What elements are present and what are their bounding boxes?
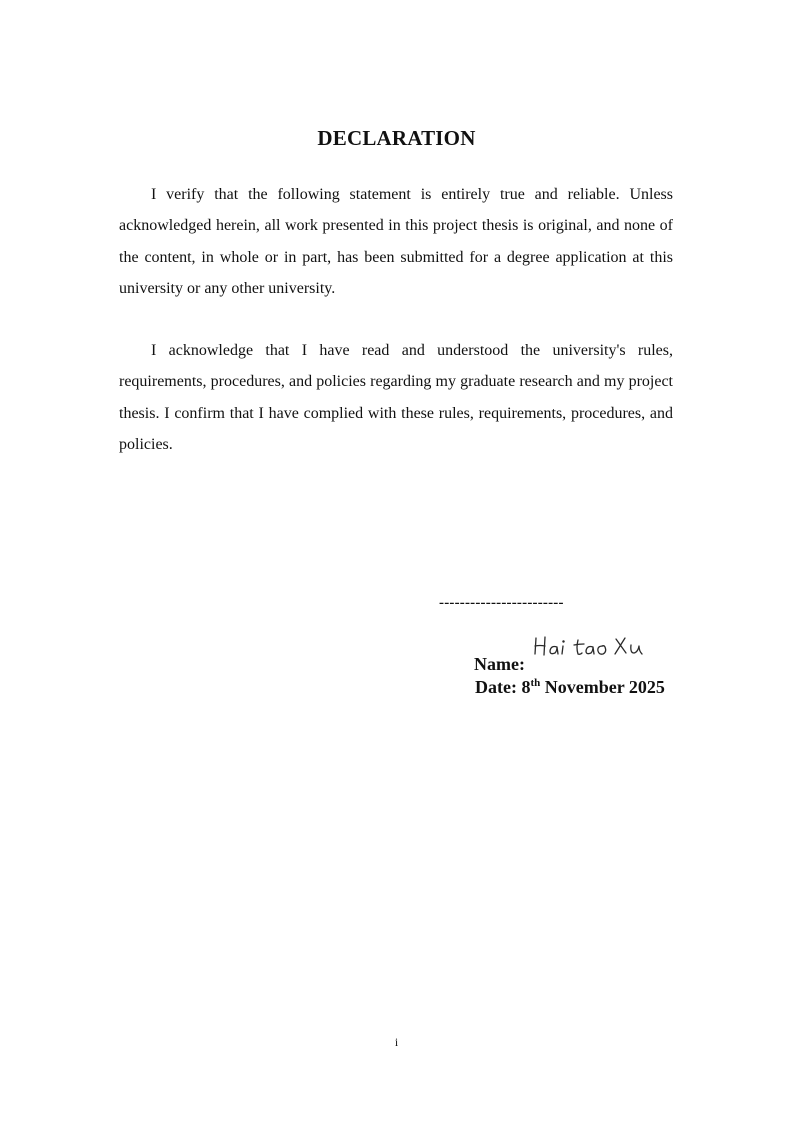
signature-line: ------------------------ [439,595,564,611]
page-title: DECLARATION [317,126,476,150]
date-month-year: November 2025 [540,677,665,697]
name-row [474,632,645,674]
declaration-paragraph-2: I acknowledge that I have read and understood the university's rules, requirements, procedures, and policies regarding my graduate research and my project thesis. I confirm that I have complied with these rules, requirements, procedures, and policies. [119,342,673,453]
date-label: Date: [475,677,522,697]
date-ordinal-suffix: th [530,677,541,689]
page-number: i [394,1035,399,1049]
date-day: 8 [521,677,531,697]
name-label: Name: [474,654,525,674]
date-row [475,677,665,698]
handwritten-signature [533,632,645,667]
declaration-paragraph-1: I verify that the following statement is entirely true and reliable. Unless acknowledged herein, all work presented in this project thesis is original, and none of the content, in whole or in part, has been submitted for a degree application at this university or any other university. [119,186,673,297]
